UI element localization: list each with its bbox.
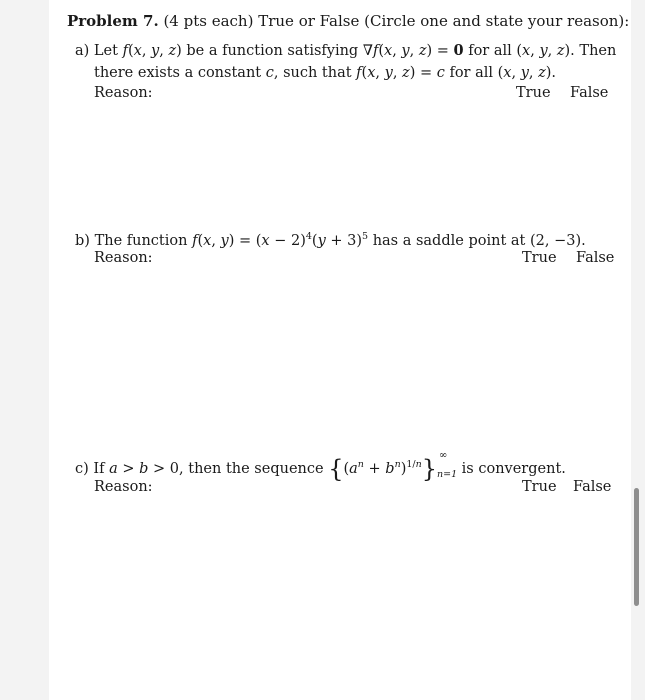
scrollbar-thumb[interactable] bbox=[634, 488, 639, 606]
part-c-true-option[interactable]: True bbox=[522, 479, 557, 495]
part-a-true-option[interactable]: True bbox=[516, 85, 551, 101]
part-b-math-function: f(x, $y) = (x - 2)^4(y + 3)^5$ bbox=[192, 231, 369, 249]
part-b-true-option[interactable]: True bbox=[522, 250, 557, 266]
part-c-math-condition: a > b > 0, bbox=[109, 461, 184, 477]
part-c-false-option[interactable]: False bbox=[573, 479, 612, 495]
part-c-reason: Reason: bbox=[94, 479, 153, 495]
part-b-marker: b) bbox=[75, 233, 90, 249]
part-a-false-option[interactable]: False bbox=[570, 85, 609, 101]
part-b-reason: Reason: bbox=[94, 250, 153, 266]
document-page bbox=[49, 0, 631, 700]
part-c-marker: c) bbox=[75, 461, 89, 477]
part-a-line-1: a) Let f(x, y, z) be a function satisfying ∇f(x, y, z) = 0 for all (x, y, z). Then bbox=[75, 42, 617, 59]
part-a-line-2: there exists a constant c, such that f(x, y, z) = c for all (x, y, z). bbox=[94, 65, 557, 81]
part-c-line-1: c) If a > b > 0, then the sequence $\{(a^n + b^n)^{1/n}\}$ ∞ n=1 is convergent. bbox=[75, 450, 566, 483]
problem-heading bbox=[67, 12, 629, 30]
problem-label: Problem 7. bbox=[67, 12, 159, 30]
part-a-marker: a) bbox=[75, 43, 90, 59]
part-a-math-f: f(x, y, z) bbox=[122, 43, 182, 59]
part-a-math-constant: f(x, y, z) = c bbox=[356, 65, 445, 81]
part-a-reason: Reason: bbox=[94, 85, 153, 101]
part-b-math-point: (2, −3). bbox=[529, 233, 586, 249]
part-a-math-gradient: ∇f(x, y, z) = 0 bbox=[362, 42, 464, 59]
part-b-line-1: b) The function f(x, $y) = (x - 2)^4(y + 3)^5$ has a saddle point at (2, −3). bbox=[75, 231, 586, 249]
part-b-false-option[interactable]: False bbox=[576, 250, 615, 266]
problem-instructions: (4 pts each) True or False (Circle one and state your reason): bbox=[163, 12, 630, 30]
part-c-math-sequence: $\{(a^n + b^n)^{1/n}\}$ ∞ n=1 bbox=[328, 450, 458, 483]
